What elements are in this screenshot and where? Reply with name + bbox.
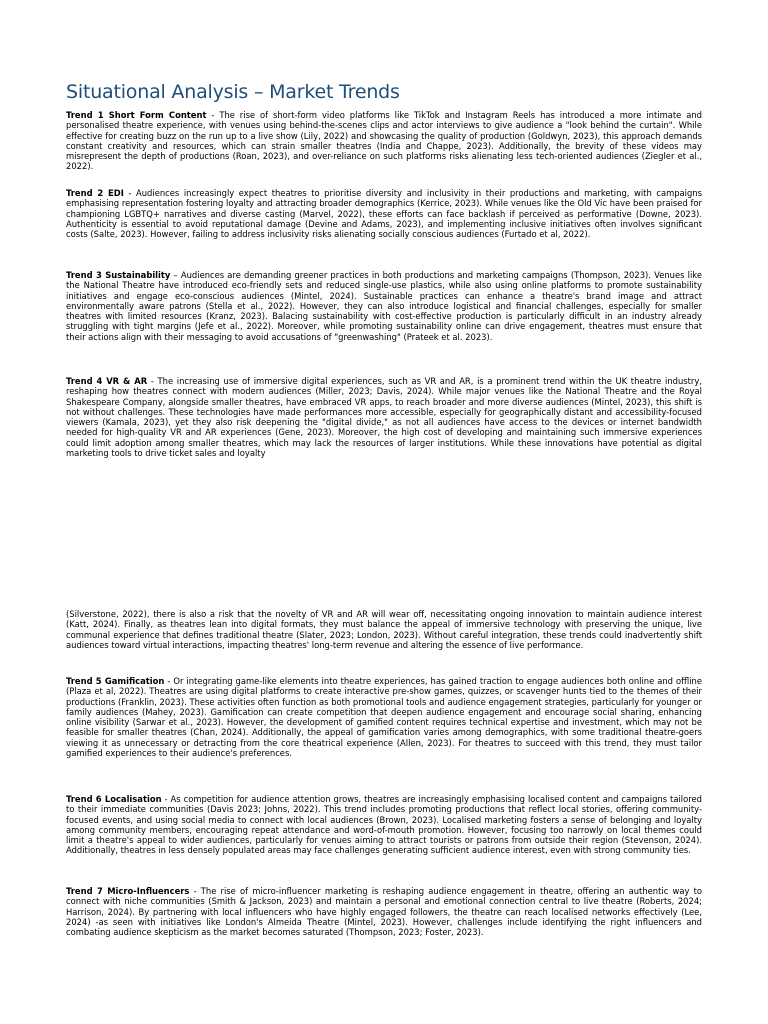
page-title: Situational Analysis – Market Trends [66,81,400,103]
trend-3-separator: – [170,270,181,280]
trend-6-heading: Trend 6 Localisation [66,794,162,804]
trend-2-heading: Trend 2 EDI [66,188,124,198]
trend-3-text: Audiences are demanding greener practices in both productions and marketing campaigns (Thompson, 2023). Venues like the National Theatre have introduced eco-friendly sets and reduced single-use plastics, while also using online platforms to promote sustainability initiatives and engage eco-conscious audiences (Mintel, 2024). Sustainable practices can enhance a theatre's brand image and attract environmentally aware patrons (Stella et al., 2022). However, they can also introduce logistical and financial challenges, especially for smaller theatres with limited resources (Kranz, 2023). Balacing sustainability with cost-effective production is particularly difficult in an industry already struggling with tight margins (Jefe et al., 2022). Moreover, while promoting sustainability online can drive engagement, theatres must ensure that their actions align with their messaging to avoid accusations of "greenwashing" (Prateek et al. 2023). [66,270,702,342]
trend-3-paragraph [66,270,702,342]
trend-6-text: As competition for audience attention grows, theatres are increasingly emphasising localised content and campaigns tailored to their immediate communities (Davis 2023; Johns, 2022). This trend includes promoting productions that reflect local stories, offering community-focused events, and using social media to connect with local audiences (Brown, 2023). Localised marketing fosters a sense of belonging and loyalty among community members, encouraging repeat attendance and word-of-mouth promotion. However, focusing too narrowly on local themes could limit a theatre's appeal to wider audiences, particularly for venues aiming to attract tourists or patrons from outside their region (Stevenson, 2024). Additionally, theatres in less densely populated areas may face challenges generating sufficient audience interest, even with strong community ties. [66,794,702,856]
trend-2-text: Audiences increasingly expect theatres to prioritise diversity and inclusivity in their productions and marketing, with campaigns emphasising representation fostering loyalty and attracting broader demographics (Kerrice, 2023). While venues like the Old Vic have been praised for championing LGBTQ+ narratives and diverse casting (Marvel, 2022), these efforts can face backlash if perceived as performative (Downe, 2023). Authenticity is essential to avoid reputational damage (Devine and Adams, 2023), and implementing inclusive initiatives often involves significant costs (Salte, 2023). However, failing to address inclusivity risks alienating socially conscious audiences (Furtado et al, 2022). [66,188,702,240]
trend-7-text: The rise of micro-influencer marketing is reshaping audience engagement in theatre, offering an authentic way to connect with niche communities (Smith & Jackson, 2023) and maintain a personal and emotional connection central to live theatre (Roberts, 2024; Harrison, 2024). By partnering with local influencers who have highly engaged followers, the theatre can reach localised networks effectively (Lee, 2024) -as seen with initiatives like London's Almeida Theatre (Mintel, 2023). However, challenges include identifying the right influencers and combating audience skepticism as the market becomes saturated (Thompson, 2023; Foster, 2023). [66,886,702,938]
trend-7-heading: Trend 7 Micro-Influencers [66,886,190,896]
trend-4-separator: - [147,376,158,386]
trend-6-separator: - [161,794,171,804]
trend-7-separator: - [189,886,201,896]
trend-3-heading: Trend 3 Sustainability [66,270,171,280]
trend-1-paragraph [66,110,702,172]
trend-1-text: The rise of short-form video platforms like TikTok and Instagram Reels has introduced a more intimate and personalised theatre experience, with venues using behind-the-scenes clips and actor interviews to give audience a "look behind the curtain". While effective for creating buzz on the run up to a live show (Lily, 2022) and showcasing the quality of production (Goldwyn, 2023), this approach demands constant creativity and resources, which can strain smaller theatres (India and Chappe, 2023). Additionally, the brevity of these videos may misrepresent the depth of productions (Roan, 2023), and over-reliance on such platforms risks alienating less tech-oriented audiences (Ziegler et al., 2022). [66,110,702,172]
trend-4-paragraph [66,376,702,473]
trend-5-separator: - [164,676,174,686]
trend-5-text: Or integrating game-like elements into theatre experiences, has gained traction to engage audiences both online and offline (Plaza et al, 2022). Theatres are using digital platforms to create interactive pre-show games, quizzes, or scavenger hunts tied to the themes of their productions (Franklin, 2023). These activities often function as both promotional tools and audience engagement strategies, particularly for younger or family audiences (Mahey, 2023). Gamification can create competition that deepen audience engagement and encourage social sharing, enhancing online visibility (Sarwar et al., 2023). However, the development of gamified content requires technical expertise and investment, which may not be feasible for smaller theatres (Chan, 2024). Additionally, the appeal of gamification varies among demographics, with some traditional theatre-goers viewing it as unnecessary or detracting from the core theatrical experience (Allen, 2023). For theatres to succeed with this trend, they must tailor gamified experiences to their audience's preferences. [66,676,702,759]
trend-4-text: The increasing use of immersive digital experiences, such as VR and AR, is a prominent trend within the UK theatre industry, reshaping how theatres connect with modern audiences (Miller, 2023; Davis, 2024). While major venues like the National Theatre and the Royal Shakespeare Company, alongside smaller theatres, have embraced VR apps, to reach broader and more diverse audiences (Mintel, 2023), this shift is not without challenges. These technologies have made performances more accessible, especially for geographically distant and accessibility-focused viewers (Kamala, 2023), yet they also risk deepening the "digital divide," as not all audiences have access to the devices or internet bandwidth needed for high-quality VR and AR experiences (Gene, 2023). Moreover, the high cost of developing and maintaining such immersive experiences could limit adoption among smaller theatres, which may lack the resources of larger institutions. While these innovations have potential as digital marketing tools to drive ticket sales and loyalty [66,376,702,459]
trend-2-separator: - [123,188,137,198]
trend-4-continuation: (Silverstone, 2022), there is also a risk that the novelty of VR and AR will wear off, necessitating ongoing innovation to maintain audience interest (Katt, 2024). Finally, as theatres lean into digital formats, they must balance the appeal of immersive technology with preserving the unique, live communal experience that defines traditional theatre (Slater, 2023; London, 2023). Without careful integration, these trends could inadvertently shift audiences toward virtual interactions, impacting theatres' long-term revenue and altering the essence of live performance. [66,609,702,650]
trend-1-separator: - [206,110,220,120]
trend-5-paragraph [66,676,702,758]
trend-7-paragraph [66,886,702,937]
trend-2-paragraph [66,188,702,239]
trend-4-heading: Trend 4 VR & AR [66,376,148,386]
trend-5-heading: Trend 5 Gamification [66,676,165,686]
trend-6-paragraph [66,794,702,856]
trend-1-heading: Trend 1 Short Form Content [66,110,207,120]
